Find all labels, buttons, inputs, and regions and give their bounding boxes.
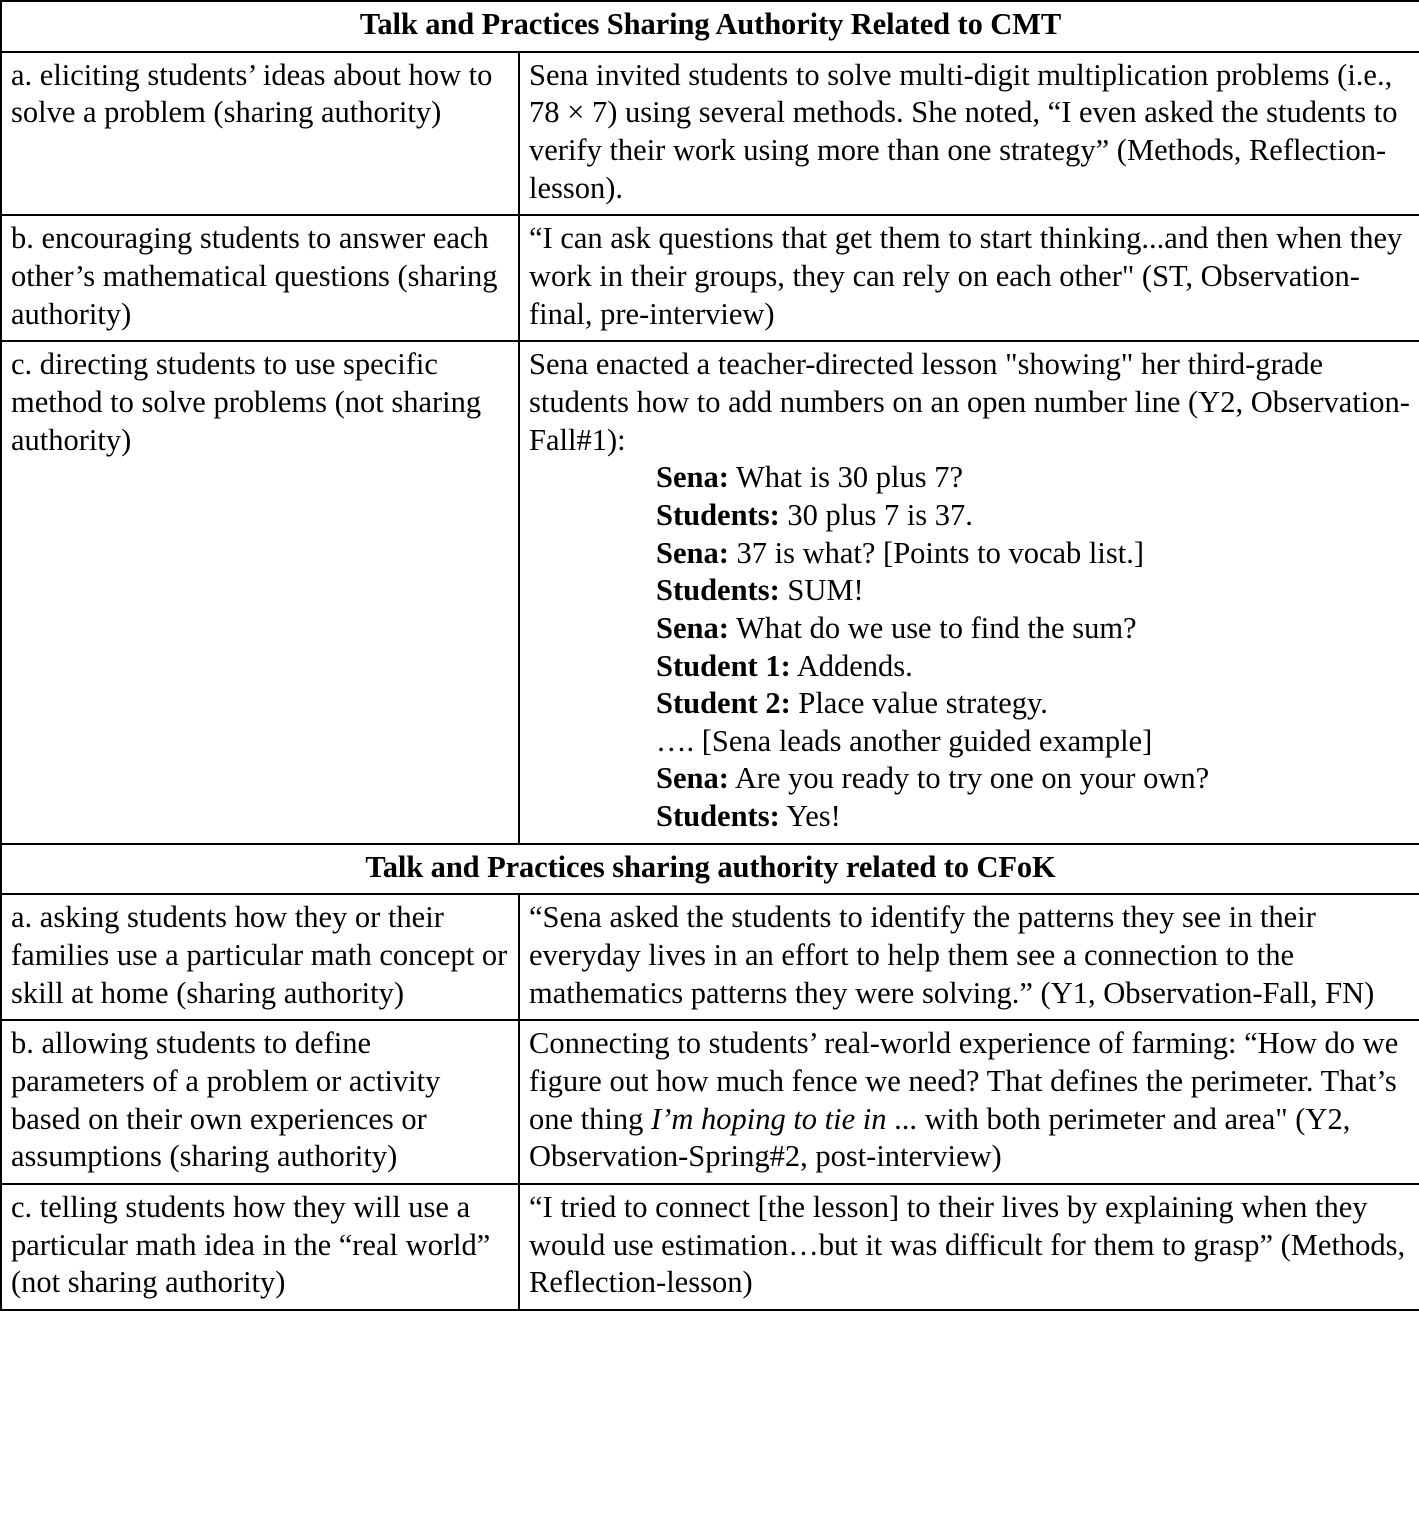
table-row — [1, 1, 1419, 52]
section-header-cmt: Talk and Practices Sharing Authority Related to CMT — [1, 1, 1419, 52]
practice-label-cmt-a: a. eliciting students’ ideas about how to solve a problem (sharing authority) — [1, 52, 519, 216]
section-header-cfok: Talk and Practices sharing authority related to CFoK — [1, 844, 1419, 895]
table-row — [1, 894, 1419, 1020]
dialogue-line — [529, 760, 1410, 798]
dialogue-speaker: Sena: — [656, 460, 729, 495]
practice-label-cfok-a: a. asking students how they or their families use a particular math concept or skill at home (sharing authority) — [1, 894, 519, 1020]
dialogue-speaker: Sena: — [656, 610, 729, 645]
dialogue-utterance: SUM! — [787, 573, 864, 608]
practice-evidence-cmt-b: “I can ask questions that get them to start thinking...and then when they work in their groups, they can rely on each other" (ST, Observation-final, pre-interview) — [519, 215, 1419, 341]
dialogue-line — [529, 459, 1410, 497]
dialogue-line — [529, 685, 1410, 723]
dialogue-line — [529, 798, 1410, 836]
dialogue-line — [529, 497, 1410, 535]
table-row — [1, 1184, 1419, 1310]
table-row — [1, 1020, 1419, 1184]
dialogue-utterance: Yes! — [786, 799, 841, 834]
practice-evidence-cmt-a: Sena invited students to solve multi-digit multiplication problems (i.e., 78 × 7) using several methods. She noted, “I even asked the students to verify their work using more than one strategy” (Methods, Reflection-lesson). — [519, 52, 1419, 216]
practice-evidence-cfok-c: “I tried to connect [the lesson] to their lives by explaining when they would use estimation…but it was difficult for them to grasp” (Methods, Reflection-lesson) — [519, 1184, 1419, 1310]
dialogue-speaker: Students: — [656, 573, 780, 608]
table-row — [1, 215, 1419, 341]
dialogue-utterance: Addends. — [796, 648, 913, 683]
dialogue-line — [529, 535, 1410, 573]
practice-label-cmt-c: c. directing students to use specific method to solve problems (not sharing authority) — [1, 341, 519, 844]
dialogue-utterance: Place value strategy. — [798, 686, 1048, 721]
table-row — [1, 844, 1419, 895]
dialogue-transcript — [529, 459, 1410, 836]
dialogue-speaker: Sena: — [656, 761, 729, 796]
dialogue-utterance: What do we use to find the sum? — [735, 610, 1137, 645]
evidence-text-part1: Connecting to students’ real-world experience of farming: “How do we figure out how much fence we need? That defines the perimeter. That’s one thing — [529, 1026, 1399, 1136]
dialogue-line — [529, 648, 1410, 686]
evidence-text-italic: I’m hoping to tie in — [651, 1101, 887, 1136]
dialogue-line — [529, 572, 1410, 610]
dialogue-utterance: 37 is what? [Points to vocab list.] — [736, 535, 1144, 570]
dialogue-line — [529, 610, 1410, 648]
dialogue-utterance: Are you ready to try one on your own? — [734, 761, 1210, 796]
table-row — [1, 341, 1419, 844]
practice-label-cmt-b: b. encouraging students to answer each other’s mathematical questions (sharing authority) — [1, 215, 519, 341]
practice-evidence-cfok-a: “Sena asked the students to identify the patterns they see in their everyday lives in an effort to help them see a connection to the mathematics patterns they were solving.” (Y1, Observation-Fall, FN) — [519, 894, 1419, 1020]
dialogue-line — [529, 723, 1410, 761]
dialogue-utterance: …. [Sena leads another guided example] — [656, 723, 1153, 758]
dialogue-intro: Sena enacted a teacher-directed lesson "showing" her third-grade students how to add numbers on an open number line (Y2, Observation-Fall#1): — [529, 347, 1410, 457]
dialogue-utterance: 30 plus 7 is 37. — [787, 497, 973, 532]
practice-evidence-cmt-c — [519, 341, 1419, 844]
dialogue-speaker: Student 2: — [656, 686, 791, 721]
dialogue-speaker: Students: — [656, 497, 780, 532]
table-row — [1, 52, 1419, 216]
dialogue-utterance: What is 30 plus 7? — [735, 460, 963, 495]
dialogue-speaker: Sena: — [656, 535, 729, 570]
practice-label-cfok-c: c. telling students how they will use a particular math idea in the “real world” (not sharing authority) — [1, 1184, 519, 1310]
evidence-text-part2: ... with both perimeter and area" (Y2, Observation-Spring#2, post-interview) — [529, 1101, 1351, 1174]
dialogue-speaker: Students: — [656, 799, 780, 834]
practice-label-cfok-b: b. allowing students to define parameters of a problem or activity based on their own experiences or assumptions (sharing authority) — [1, 1020, 519, 1184]
practice-evidence-cfok-b — [519, 1020, 1419, 1184]
dialogue-speaker: Student 1: — [656, 648, 791, 683]
